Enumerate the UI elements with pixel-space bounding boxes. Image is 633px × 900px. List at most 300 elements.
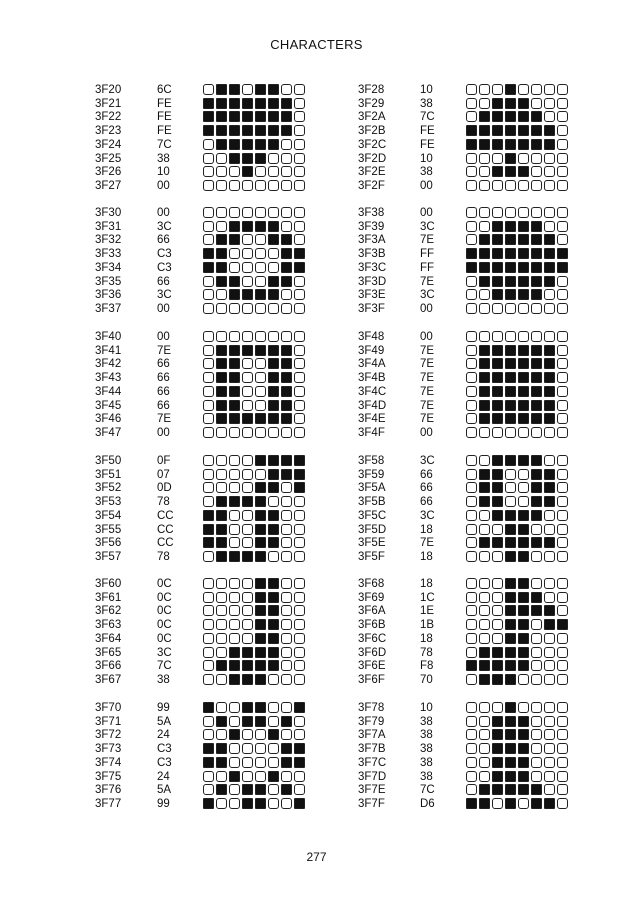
pixel-off: [544, 510, 555, 521]
row-hex-value: 6C: [157, 84, 172, 96]
pixel-off: [557, 331, 568, 342]
pixel-grid-row: [203, 757, 307, 769]
pixel-off: [466, 207, 477, 218]
pixel-on: [216, 98, 227, 109]
page-title: CHARACTERS: [270, 37, 363, 52]
row-hex-value: 0C: [157, 578, 172, 590]
pixel-on: [229, 289, 240, 300]
pixel-on: [281, 358, 292, 369]
row-address: 3F40: [95, 331, 122, 343]
pixel-off: [557, 578, 568, 589]
row-hex-value: 1E: [420, 605, 435, 618]
character-block: [95, 701, 325, 813]
character-row: [358, 247, 588, 261]
pixel-off: [294, 166, 305, 177]
pixel-on: [479, 386, 490, 397]
pixel-off: [557, 660, 568, 671]
pixel-off: [216, 647, 227, 658]
pixel-on: [229, 153, 240, 164]
pixel-grid-row: [466, 605, 570, 617]
row-hex-value: CC: [157, 523, 174, 536]
pixel-off: [466, 702, 477, 713]
pixel-on: [268, 139, 279, 150]
pixel-on: [255, 125, 266, 136]
pixel-off: [466, 331, 477, 342]
row-address: 3F54: [95, 509, 122, 522]
pixel-on: [531, 248, 542, 259]
row-address: 3F72: [95, 729, 122, 742]
pixel-off: [531, 98, 542, 109]
pixel-off: [242, 482, 253, 493]
pixel-grid-row: [203, 660, 307, 672]
pixel-off: [544, 647, 555, 658]
pixel-on: [479, 400, 490, 411]
pixel-on: [242, 660, 253, 671]
pixel-on: [203, 98, 214, 109]
pixel-on: [203, 702, 214, 713]
pixel-on: [203, 757, 214, 768]
row-address: 3F2B: [358, 125, 386, 138]
row-address: 3F23: [95, 125, 122, 138]
pixel-grid-row: [203, 455, 307, 467]
pixel-off: [294, 234, 305, 245]
row-hex-value: 66: [157, 234, 170, 247]
pixel-off: [216, 482, 227, 493]
pixel-on: [518, 716, 529, 727]
pixel-off: [229, 248, 240, 259]
pixel-grid-row: [203, 427, 307, 439]
pixel-on: [216, 413, 227, 424]
pixel-off: [505, 496, 516, 507]
pixel-on: [505, 153, 516, 164]
pixel-grid-row: [466, 372, 570, 384]
character-row: [95, 165, 325, 179]
pixel-on: [518, 386, 529, 397]
row-hex-value: 07: [157, 468, 170, 481]
pixel-grid-row: [466, 743, 570, 755]
pixel-on: [531, 469, 542, 480]
pixel-on: [268, 660, 279, 671]
character-row: [358, 275, 588, 289]
pixel-off: [466, 716, 477, 727]
row-address: 3F44: [95, 385, 122, 398]
character-row: [95, 233, 325, 247]
row-hex-value: 3C: [157, 289, 172, 302]
character-row: [95, 632, 325, 646]
pixel-off: [505, 303, 516, 314]
pixel-grid-row: [466, 702, 570, 714]
pixel-off: [281, 798, 292, 809]
pixel-off: [505, 427, 516, 438]
pixel-on: [518, 289, 529, 300]
row-hex-value: 0F: [157, 455, 171, 467]
pixel-off: [242, 84, 253, 95]
pixel-on: [281, 276, 292, 287]
pixel-off: [242, 757, 253, 768]
pixel-off: [255, 180, 266, 191]
character-row: [95, 288, 325, 302]
pixel-grid-row: [203, 716, 307, 728]
character-row: [358, 357, 588, 371]
pixel-on: [268, 647, 279, 658]
pixel-on: [229, 221, 240, 232]
pixel-on: [492, 757, 503, 768]
pixel-on: [203, 125, 214, 136]
pixel-on: [229, 358, 240, 369]
row-hex-value: 0C: [157, 591, 172, 604]
pixel-on: [531, 798, 542, 809]
pixel-on: [294, 469, 305, 480]
pixel-off: [466, 605, 477, 616]
pixel-off: [203, 427, 214, 438]
pixel-off: [216, 303, 227, 314]
pixel-on: [518, 372, 529, 383]
pixel-on: [492, 125, 503, 136]
pixel-off: [466, 524, 477, 535]
pixel-on: [492, 248, 503, 259]
pixel-off: [557, 303, 568, 314]
row-address: 3F46: [95, 413, 122, 426]
character-row: [358, 550, 588, 564]
row-address: 3F7E: [358, 784, 386, 797]
pixel-off: [466, 619, 477, 630]
pixel-off: [479, 633, 490, 644]
pixel-on: [544, 400, 555, 411]
pixel-off: [255, 400, 266, 411]
pixel-on: [492, 166, 503, 177]
pixel-off: [203, 289, 214, 300]
pixel-off: [242, 729, 253, 740]
character-row: [358, 385, 588, 399]
row-hex-value: 00: [420, 179, 433, 192]
character-row: [95, 426, 325, 440]
pixel-on: [268, 234, 279, 245]
pixel-on: [531, 386, 542, 397]
row-hex-value: 00: [157, 207, 170, 219]
pixel-grid-row: [466, 524, 570, 536]
pixel-off: [203, 605, 214, 616]
pixel-off: [281, 551, 292, 562]
pixel-on: [492, 716, 503, 727]
pixel-off: [479, 455, 490, 466]
pixel-off: [294, 551, 305, 562]
pixel-on: [242, 413, 253, 424]
row-hex-value: 10: [420, 152, 433, 165]
character-row: [358, 673, 588, 687]
pixel-on: [216, 139, 227, 150]
pixel-off: [557, 455, 568, 466]
pixel-off: [281, 139, 292, 150]
row-hex-value: 38: [420, 97, 433, 110]
pixel-on: [294, 262, 305, 273]
pixel-off: [557, 207, 568, 218]
pixel-off: [229, 524, 240, 535]
pixel-off: [531, 524, 542, 535]
pixel-on: [242, 496, 253, 507]
pixel-off: [531, 660, 542, 671]
pixel-off: [255, 207, 266, 218]
pixel-on: [229, 496, 240, 507]
pixel-on: [492, 455, 503, 466]
pixel-off: [229, 455, 240, 466]
pixel-grid-row: [203, 619, 307, 631]
pixel-off: [281, 771, 292, 782]
row-address: 3F67: [95, 673, 122, 686]
pixel-on: [268, 633, 279, 644]
pixel-on: [492, 111, 503, 122]
pixel-off: [518, 798, 529, 809]
pixel-off: [229, 262, 240, 273]
pixel-off: [216, 702, 227, 713]
row-hex-value: FE: [420, 138, 435, 151]
row-address: 3F51: [95, 468, 122, 481]
character-row: [95, 385, 325, 399]
row-hex-value: FE: [157, 125, 172, 138]
row-address: 3F28: [358, 84, 385, 96]
pixel-on: [268, 372, 279, 383]
pixel-on: [518, 345, 529, 356]
pixel-off: [479, 166, 490, 177]
pixel-off: [281, 702, 292, 713]
row-address: 3F2C: [358, 138, 387, 151]
pixel-on: [281, 455, 292, 466]
row-hex-value: FE: [157, 111, 172, 124]
row-hex-value: FE: [420, 125, 435, 138]
pixel-off: [242, 248, 253, 259]
pixel-off: [294, 98, 305, 109]
row-hex-value: 3C: [420, 289, 435, 302]
row-hex-value: 38: [157, 152, 170, 165]
pixel-on: [518, 125, 529, 136]
row-address: 3F33: [95, 248, 122, 261]
row-hex-value: 78: [157, 550, 170, 563]
row-address: 3F34: [95, 261, 122, 274]
pixel-off: [492, 798, 503, 809]
pixel-on: [557, 262, 568, 273]
pixel-off: [294, 784, 305, 795]
pixel-grid-row: [466, 400, 570, 412]
row-hex-value: 00: [420, 426, 433, 439]
pixel-off: [255, 166, 266, 177]
pixel-on: [203, 262, 214, 273]
pixel-grid-row: [466, 111, 570, 123]
pixel-on: [492, 510, 503, 521]
pixel-on: [479, 798, 490, 809]
pixel-off: [255, 234, 266, 245]
row-hex-value: D6: [420, 797, 435, 810]
pixel-grid-row: [466, 276, 570, 288]
pixel-on: [216, 276, 227, 287]
pixel-off: [281, 207, 292, 218]
row-address: 3F35: [95, 275, 122, 288]
pixel-off: [492, 524, 503, 535]
pixel-grid-row: [203, 372, 307, 384]
pixel-on: [492, 496, 503, 507]
pixel-off: [294, 303, 305, 314]
row-address: 3F52: [95, 482, 122, 495]
pixel-grid-row: [466, 331, 570, 343]
pixel-off: [229, 482, 240, 493]
pixel-on: [531, 345, 542, 356]
pixel-on: [294, 798, 305, 809]
pixel-on: [492, 469, 503, 480]
pixel-on: [492, 345, 503, 356]
pixel-on: [518, 400, 529, 411]
pixel-off: [242, 234, 253, 245]
pixel-off: [557, 524, 568, 535]
character-block: [95, 454, 325, 566]
row-hex-value: 10: [157, 166, 170, 179]
row-address: 3F7A: [358, 729, 386, 742]
pixel-off: [557, 605, 568, 616]
pixel-off: [229, 180, 240, 191]
row-address: 3F50: [95, 455, 122, 467]
row-hex-value: 00: [420, 302, 433, 315]
pixel-on: [505, 98, 516, 109]
pixel-on: [281, 716, 292, 727]
row-hex-value: 00: [157, 426, 170, 439]
character-block: [95, 83, 325, 195]
pixel-off: [281, 592, 292, 603]
pixel-grid-row: [466, 153, 570, 165]
pixel-on: [268, 592, 279, 603]
pixel-off: [557, 345, 568, 356]
pixel-off: [268, 784, 279, 795]
pixel-off: [466, 84, 477, 95]
pixel-off: [255, 386, 266, 397]
pixel-grid-row: [466, 578, 570, 590]
pixel-on: [492, 413, 503, 424]
character-row: [95, 509, 325, 523]
pixel-grid-row: [203, 496, 307, 508]
pixel-on: [466, 125, 477, 136]
pixel-on: [544, 605, 555, 616]
pixel-on: [492, 647, 503, 658]
pixel-on: [531, 482, 542, 493]
pixel-grid-row: [203, 771, 307, 783]
row-address: 3F53: [95, 496, 122, 509]
character-row: [358, 468, 588, 482]
pixel-off: [268, 166, 279, 177]
pixel-off: [531, 619, 542, 630]
pixel-off: [531, 771, 542, 782]
pixel-on: [242, 702, 253, 713]
pixel-on: [255, 702, 266, 713]
pixel-off: [557, 166, 568, 177]
pixel-on: [505, 125, 516, 136]
pixel-off: [242, 207, 253, 218]
pixel-off: [505, 482, 516, 493]
pixel-off: [294, 111, 305, 122]
pixel-on: [216, 537, 227, 548]
pixel-off: [518, 331, 529, 342]
pixel-off: [294, 413, 305, 424]
pixel-off: [544, 771, 555, 782]
character-row: [358, 509, 588, 523]
pixel-on: [544, 276, 555, 287]
character-row: [95, 646, 325, 660]
row-address: 3F25: [95, 152, 122, 165]
pixel-on: [479, 496, 490, 507]
pixel-off: [294, 400, 305, 411]
pixel-on: [505, 510, 516, 521]
pixel-grid-row: [203, 180, 307, 192]
row-address: 3F43: [95, 372, 122, 385]
row-address: 3F6A: [358, 605, 386, 618]
character-row: [358, 646, 588, 660]
pixel-off: [294, 674, 305, 685]
pixel-on: [268, 455, 279, 466]
row-address: 3F6C: [358, 632, 387, 645]
pixel-on: [544, 372, 555, 383]
pixel-off: [268, 551, 279, 562]
pixel-on: [216, 125, 227, 136]
pixel-on: [281, 757, 292, 768]
pixel-off: [531, 757, 542, 768]
pixel-off: [557, 153, 568, 164]
row-address: 3F6D: [358, 646, 387, 659]
row-hex-value: 7E: [420, 385, 435, 398]
pixel-off: [544, 578, 555, 589]
pixel-off: [216, 633, 227, 644]
character-row: [95, 550, 325, 564]
pixel-off: [294, 180, 305, 191]
pixel-on: [268, 537, 279, 548]
pixel-on: [544, 139, 555, 150]
pixel-off: [242, 455, 253, 466]
pixel-on: [518, 633, 529, 644]
pixel-on: [294, 455, 305, 466]
row-hex-value: 18: [420, 550, 433, 563]
pixel-off: [203, 716, 214, 727]
character-row: [95, 495, 325, 509]
pixel-off: [492, 303, 503, 314]
pixel-off: [544, 674, 555, 685]
character-block: [95, 577, 325, 689]
pixel-off: [216, 578, 227, 589]
pixel-on: [518, 619, 529, 630]
pixel-grid-row: [466, 784, 570, 796]
pixel-off: [268, 331, 279, 342]
pixel-off: [531, 647, 542, 658]
character-row: [358, 756, 588, 770]
pixel-off: [479, 153, 490, 164]
pixel-off: [557, 400, 568, 411]
pixel-on: [505, 234, 516, 245]
row-address: 3F71: [95, 715, 122, 728]
pixel-on: [255, 510, 266, 521]
pixel-on: [229, 551, 240, 562]
pixel-grid-row: [203, 303, 307, 315]
pixel-off: [255, 358, 266, 369]
pixel-on: [281, 372, 292, 383]
row-hex-value: FF: [420, 261, 435, 274]
pixel-off: [203, 482, 214, 493]
row-hex-value: 5A: [157, 715, 172, 728]
pixel-off: [479, 98, 490, 109]
row-hex-value: 38: [420, 770, 433, 783]
pixel-off: [294, 633, 305, 644]
pixel-grid-row: [466, 98, 570, 110]
pixel-off: [466, 303, 477, 314]
pixel-on: [505, 660, 516, 671]
pixel-off: [479, 427, 490, 438]
pixel-on: [479, 345, 490, 356]
pixel-off: [479, 524, 490, 535]
row-hex-value: 7E: [420, 399, 435, 412]
pixel-off: [466, 166, 477, 177]
pixel-on: [505, 757, 516, 768]
